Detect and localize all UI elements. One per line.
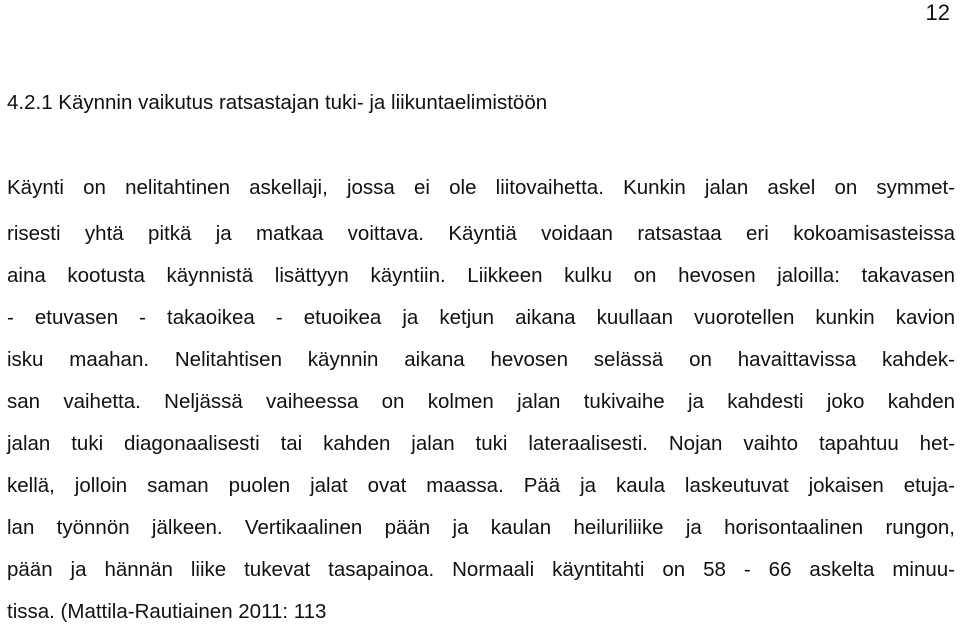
- section-heading: 4.2.1 Käynnin vaikutus ratsastajan tuki- ja liikuntaelimistöön: [7, 91, 548, 114]
- paragraph-line: tissa. (Mattila-Rautiainen 2011: 113: [7, 600, 327, 623]
- paragraph-line: pään ja hännän liike tukevat tasapainoa. Normaali käyntitahti on 58 - 66 askelta minuu-: [7, 558, 955, 581]
- paragraph-line: risesti yhtä pitkä ja matkaa voittava. Käyntiä voidaan ratsastaa eri kokoamisasteissa: [7, 222, 955, 245]
- paragraph-line: jalan tuki diagonaalisesti tai kahden jalan tuki lateraalisesti. Nojan vaihto tapahtuu het-: [7, 432, 955, 455]
- paragraph-line: - etuvasen - takaoikea - etuoikea ja ketjun aikana kuullaan vuorotellen kunkin kavion: [7, 306, 955, 329]
- paragraph-line: san vaihetta. Neljässä vaiheessa on kolmen jalan tukivaihe ja kahdesti joko kahden: [7, 390, 955, 413]
- paragraph-line: aina kootusta käynnistä lisättyyn käyntiin. Liikkeen kulku on hevosen jaloilla: takavasen: [7, 264, 955, 287]
- paragraph-line: isku maahan. Nelitahtisen käynnin aikana hevosen selässä on havaittavissa kahdek-: [7, 348, 955, 371]
- paragraph-line: Käynti on nelitahtinen askellaji, jossa ei ole liitovaihetta. Kunkin jalan askel on symmet-: [7, 176, 955, 199]
- paragraph-line: lan työnnön jälkeen. Vertikaalinen pään ja kaulan heiluriliike ja horisontaalinen rungon,: [7, 516, 955, 539]
- paragraph-line: kellä, jolloin saman puolen jalat ovat maassa. Pää ja kaula laskeutuvat jokaisen etuja-: [7, 474, 955, 497]
- page-number: 12: [925, 0, 950, 25]
